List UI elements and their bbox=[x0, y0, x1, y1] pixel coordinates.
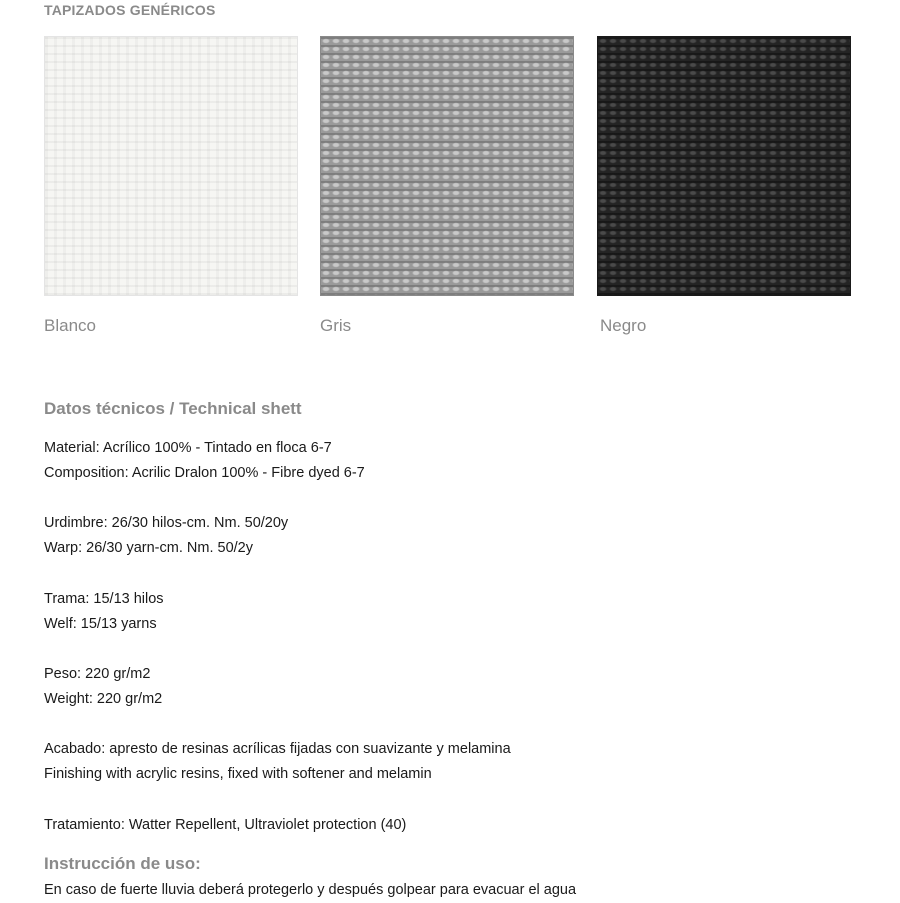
spec-warp-en: Warp: 26/30 yarn-cm. Nm. 50/2y bbox=[44, 540, 253, 556]
section-title: TAPIZADOS GENÉRICOS bbox=[44, 2, 216, 18]
spec-material-en: Composition: Acrilic Dralon 100% - Fibre dyed 6-7 bbox=[44, 465, 365, 481]
spec-finish-en: Finishing with acrylic resins, fixed with softener and melamin bbox=[44, 766, 432, 782]
spec-weft-es: Trama: 15/13 hilos bbox=[44, 591, 164, 607]
swatch-black bbox=[597, 36, 851, 296]
spec-weight-en: Weight: 220 gr/m2 bbox=[44, 691, 163, 707]
swatch-label-grey: Gris bbox=[320, 316, 352, 335]
technical-heading: Datos técnicos / Technical shett bbox=[44, 399, 302, 418]
spec-finish-es: Acabado: apresto de resinas acrílicas fijadas con suavizante y melamina bbox=[44, 741, 511, 757]
spec-weight-es: Peso: 220 gr/m2 bbox=[44, 666, 151, 682]
spec-material-es: Material: Acrílico 100% - Tintado en floca 6-7 bbox=[44, 440, 332, 456]
swatch-white bbox=[44, 36, 298, 296]
usage-heading: Instrucción de uso: bbox=[44, 854, 201, 873]
spec-weft-en: Welf: 15/13 yarns bbox=[44, 616, 157, 632]
swatch-grey bbox=[320, 36, 574, 296]
usage-text: En caso de fuerte lluvia deberá protegerlo y después golpear para evacuar el agua bbox=[44, 882, 577, 898]
swatch-label-white: Blanco bbox=[44, 316, 96, 335]
swatch-label-black: Negro bbox=[600, 316, 647, 335]
spec-treatment: Tratamiento: Watter Repellent, Ultraviolet protection (40) bbox=[44, 817, 407, 833]
spec-warp-es: Urdimbre: 26/30 hilos-cm. Nm. 50/20y bbox=[44, 515, 289, 531]
